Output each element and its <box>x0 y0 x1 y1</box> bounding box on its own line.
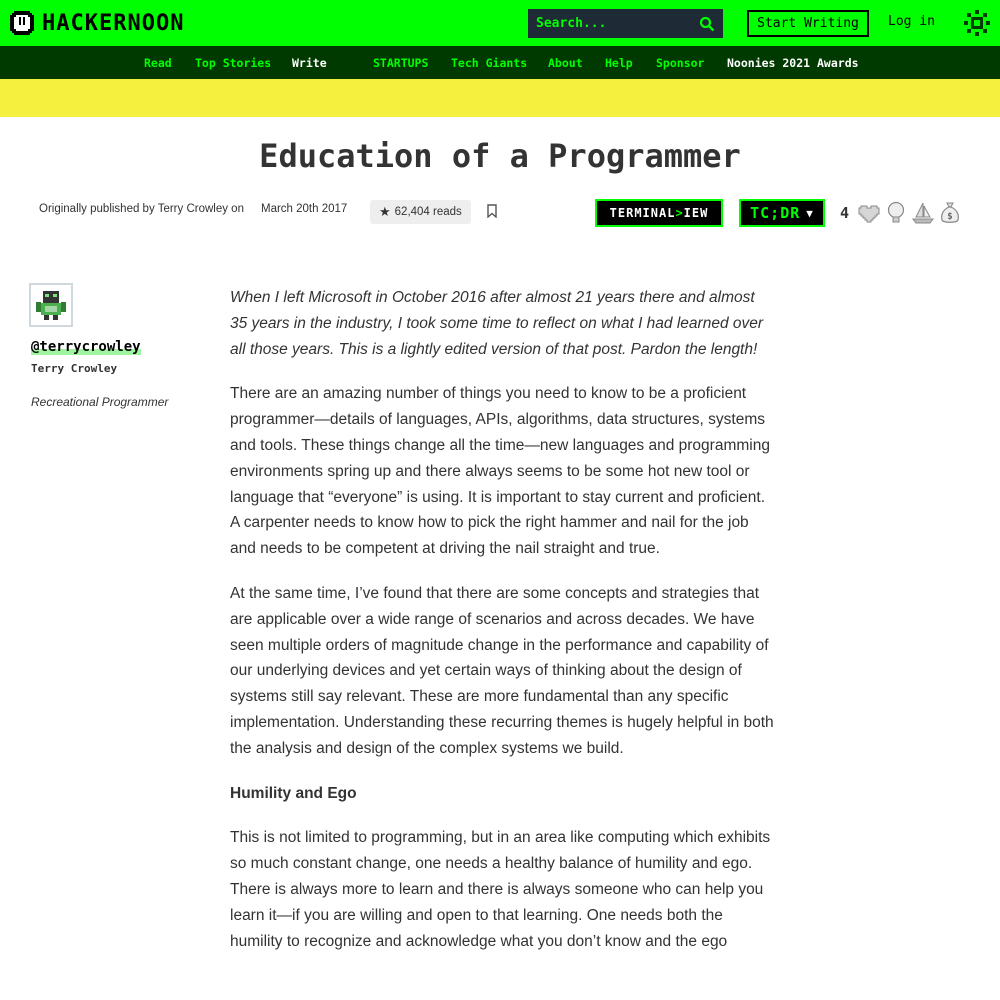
reaction-count: 4 <box>840 204 850 222</box>
author-avatar[interactable] <box>29 283 73 327</box>
article-title: Education of a Programmer <box>259 137 741 175</box>
search-icon[interactable] <box>699 16 715 32</box>
logo-icon <box>8 9 36 37</box>
nav-read[interactable]: Read <box>144 56 172 70</box>
article-body <box>230 285 775 973</box>
nav-startups[interactable]: STARTUPS <box>373 56 429 70</box>
tcdr-label: TC;DR <box>750 204 801 222</box>
publish-date: March 20th 2017 <box>261 203 348 215</box>
bookmark-icon[interactable] <box>486 204 498 218</box>
money-bag-icon[interactable] <box>938 200 962 226</box>
body-paragraph: At the same time, I’ve found that there are some concepts and strategies that are applicable over a wide range of scenarios and across decades. We have seen multiple orders of magnitude change in the performance and capability of our underlying devices and yet certain ways of thinking about the design of systems still say relevant. These are more fundamental than any specific implementation. Understanding these recurring themes is hugely helpful in both the analysis and design of the complex systems we build. <box>230 584 774 757</box>
nav-write[interactable]: Write <box>292 56 327 70</box>
nav-noonies-awards[interactable]: Noonies 2021 Awards <box>727 56 859 70</box>
hackernoon-logo[interactable] <box>8 8 184 38</box>
view-label: IEW <box>683 206 709 220</box>
star-icon: ★ <box>379 204 391 219</box>
login-link[interactable]: Log in <box>888 14 935 29</box>
reads-count <box>370 200 471 224</box>
section-heading: Humility and Ego <box>230 784 357 802</box>
nav-top-stories[interactable]: Top Stories <box>195 56 272 70</box>
search-box[interactable] <box>528 9 723 38</box>
nav-tech-giants[interactable]: Tech Giants <box>451 56 528 70</box>
body-paragraph: There are an amazing number of things you need to know to be a proficient programmer—details of languages, APIs, algorithms, data structures, systems and tools. These things change all the time—new languages and programming environments spring up and there always seems to be some hot new tool or language that “everyone” is using. It is important to stay current and proficient. A carpenter needs to know how to pick the right hammer and nail for the job and needs to be competent at driving the nail straight and true. <box>230 385 770 558</box>
terminal-arrow: > <box>675 206 684 220</box>
reads-text: 62,404 reads <box>394 206 462 218</box>
sun-icon[interactable] <box>964 10 990 36</box>
body-paragraph: This is not limited to programming, but in an area like computing which exhibits so much constant change, one needs a healthy balance of humility and ego. There is always more to learn and there is always someone who can help you learn it—if you are willing and open to that learning. One needs both the humility to recognize and acknowledge what you don’t know and the ego <box>230 829 771 950</box>
logo-text: HACKERNOON <box>42 10 185 36</box>
svg-text:$: $ <box>947 212 953 222</box>
lightbulb-icon[interactable] <box>884 200 908 226</box>
terminal-view-button[interactable] <box>595 199 723 227</box>
robot-avatar-icon <box>31 285 71 325</box>
author-name: Terry Crowley <box>31 362 118 375</box>
published-by-text: Originally published by Terry Crowley on <box>39 203 244 215</box>
terminal-label: TERMINAL <box>609 206 676 220</box>
caret-down-icon: ▼ <box>806 206 814 220</box>
search-input[interactable] <box>536 16 696 31</box>
nav-sponsor[interactable]: Sponsor <box>656 56 705 70</box>
author-handle[interactable]: @terrycrowley <box>31 339 141 355</box>
tcdr-dropdown[interactable] <box>739 199 825 227</box>
promo-banner[interactable] <box>0 79 1000 117</box>
boat-icon[interactable] <box>911 200 935 226</box>
nav-help[interactable]: Help <box>605 56 633 70</box>
nav-bar <box>0 46 1000 79</box>
nav-about[interactable]: About <box>548 56 583 70</box>
author-bio: Recreational Programmer <box>31 395 169 409</box>
start-writing-button[interactable]: Start Writing <box>747 10 869 37</box>
intro-paragraph: When I left Microsoft in October 2016 after almost 21 years there and almost 35 years in the industry, I took some time to reflect on what I had learned over all those years. This is a lightly edited version of that post. Pardon the length! <box>230 289 764 358</box>
top-bar <box>0 0 1000 46</box>
heart-icon[interactable] <box>857 200 881 226</box>
